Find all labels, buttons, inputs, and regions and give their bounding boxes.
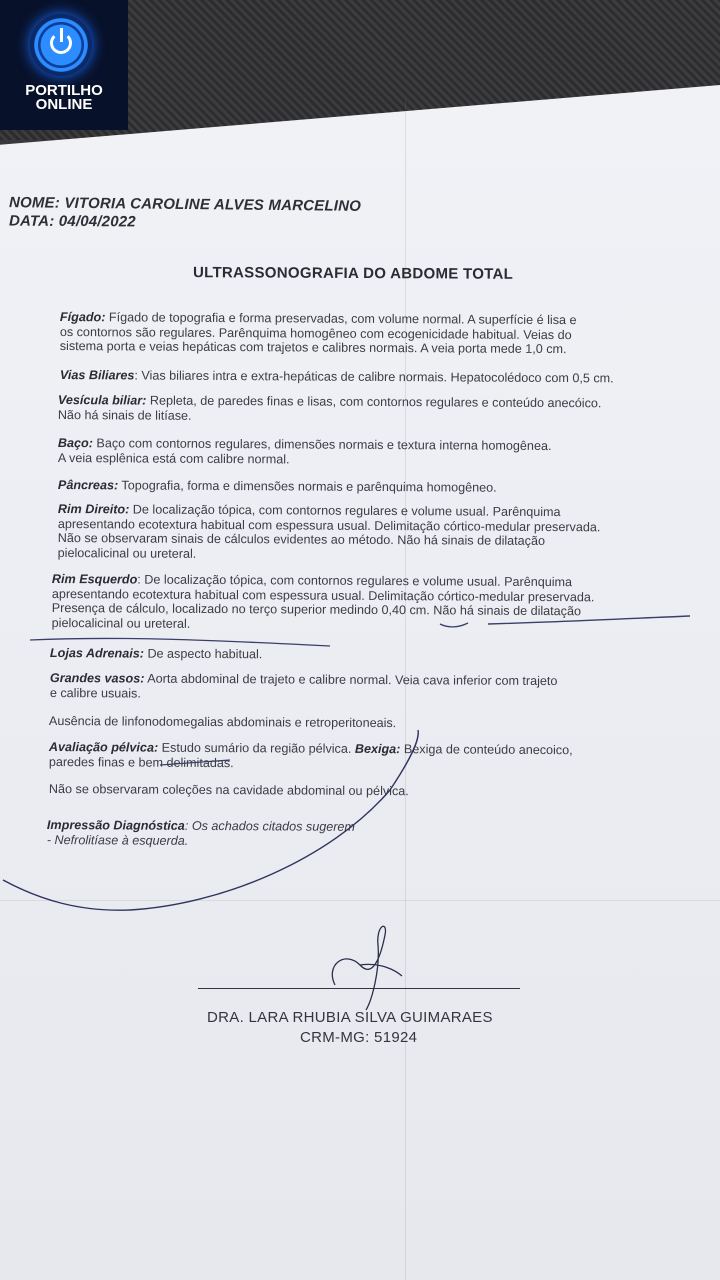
section-label: Pâncreas: — [57, 478, 119, 493]
patient-name: NOME: VITORIA CAROLINE ALVES MARCELINO — [8, 194, 362, 215]
ink-strike — [160, 760, 230, 765]
ink-swoosh — [3, 730, 418, 910]
section-label: Rim Esquerdo — [51, 572, 138, 587]
section-vesicula: Vesícula biliar: Repleta, de paredes finas e lisas, com contornos regulares e conteúdo anecóico. Não há sinais de litíase. — [57, 393, 602, 423]
ink-underline-small — [440, 623, 468, 627]
section-label: Grandes vasos: — [49, 671, 145, 686]
section-colecoes: Não se observaram coleções na cavidade abdominal ou pélvica. — [48, 782, 409, 799]
signature-scribble — [332, 926, 402, 1010]
section-grandes-vasos: Grandes vasos: Aorta abdominal de trajeto e calibre normal. Veia cava inferior com trajeto e calibre usuais. — [49, 671, 558, 701]
section-avaliacao-pelvica: Avaliação pélvica: Estudo sumário da região pélvica. Bexiga: Bexiga de conteúdo anecoico, paredes finas e bem delimitadas. — [48, 740, 573, 770]
section-label-bexiga: Bexiga: — [354, 741, 401, 757]
section-vias-biliares: Vias Biliares: Vias biliares intra e extra-hepáticas de calibre normais. Hepatocolédoco com 0,5 cm. — [59, 368, 614, 386]
section-rim-esquerdo: Rim Esquerdo: De localização tópica, com contornos regulares e volume usual. Parênquima apresentando ecotextura habitual com espessura usual. Delimitação córtico-medular preservada. Presença de cálculo, localizado no terço superior medindo 0,40 cm. Não há sinais de dilatação pielocalicinal ou ureteral. — [51, 572, 595, 631]
section-figado: Fígado: Fígado de topografia e forma preservadas, com volume normal. A superfície é lisa e os contornos são regulares. Parênquima homogêneo com ecogenicidade habitual. Veias do sistema porta e veias hepáticas com trajetos e calibres normais. A veia porta mede 1,0 cm. — [59, 310, 577, 357]
logo-text-line2: ONLINE — [35, 96, 93, 113]
section-label: Vesícula biliar: — [57, 393, 147, 408]
section-baco: Baço: Baço com contornos regulares, dimensões normais e textura interna homogênea. A veia esplênica está com calibre normal. — [57, 436, 552, 466]
section-impressao-diagnostica: Impressão Diagnóstica: Os achados citados sugerem - Nefrolitíase à esquerda. — [46, 818, 355, 848]
section-label: Impressão Diagnóstica — [46, 818, 185, 833]
section-lojas-adrenais: Lojas Adrenais: De aspecto habitual. — [49, 646, 263, 662]
section-rim-direito: Rim Direito: De localização tópica, com contornos regulares e volume usual. Parênquima apresentando ecotextura habitual com espessura usual. Delimitação córtico-medular preservada. Não se observaram sinais de cálculos evidentes ao método. Não há sinais de dilatação pielocalicinal ou ureteral. — [57, 502, 601, 561]
ink-bracket — [30, 638, 330, 646]
section-label: Avaliação pélvica: — [48, 740, 159, 755]
section-label: Lojas Adrenais: — [49, 646, 145, 661]
ink-underline — [488, 616, 690, 624]
section-linfonodos: Ausência de linfonodomegalias abdominais e retroperitoneais. — [48, 714, 397, 731]
exam-date: DATA: 04/04/2022 — [8, 212, 136, 231]
section-label: Baço: — [57, 436, 93, 451]
report-title: ULTRASSONOGRAFIA DO ABDOME TOTAL — [192, 264, 514, 283]
section-label: Vias Biliares — [59, 368, 135, 383]
doctor-crm: CRM-MG: 51924 — [300, 1029, 418, 1046]
doctor-name: DRA. LARA RHUBIA SILVA GUIMARAES — [207, 1009, 493, 1026]
section-label: Rim Direito: — [57, 502, 130, 517]
section-pancreas: Pâncreas: Topografia, forma e dimensões normais e parênquima homogêneo. — [57, 478, 497, 495]
section-label: Fígado: — [59, 310, 106, 325]
logo-text-line1: PORTILHO — [25, 82, 103, 99]
